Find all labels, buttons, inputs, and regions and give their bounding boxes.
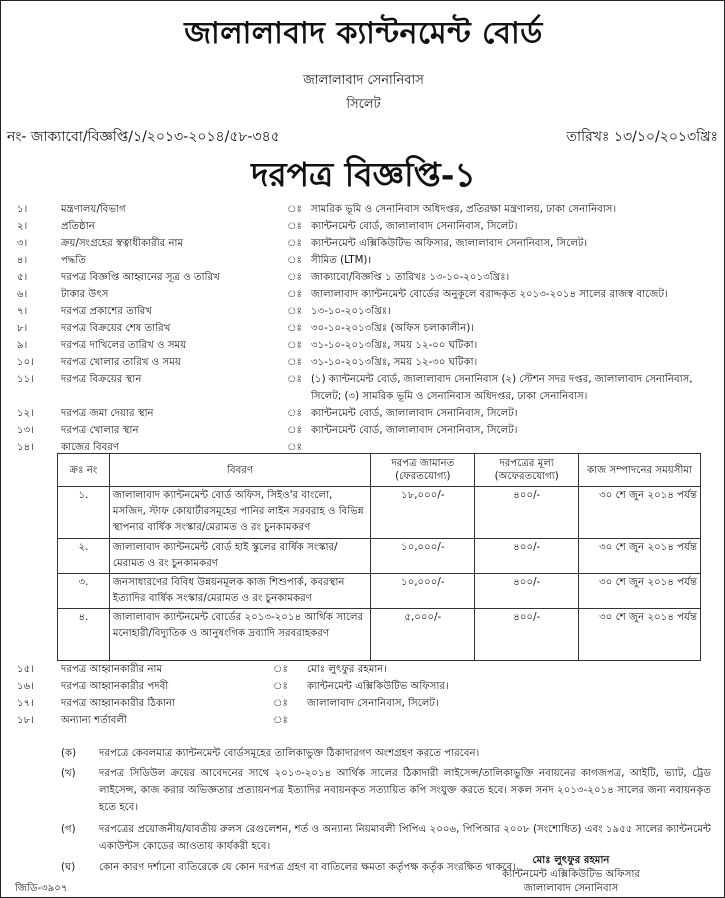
- row-number: ৪.: [58, 609, 110, 661]
- row-description: জালালাবাদ ক্যান্টনমেন্ট বোর্ড অফিস, সিইও'র বাংলো, মসজিদ, স্টাফ কোয়ার্টারসমূহের পানির লাইন সরবরাহ ও বিভিন্ন স্থাপনার বার্ষিক সংস্কার/মেরামত ও রং চুনকামকরণ: [109, 487, 370, 539]
- table-row: [58, 609, 701, 661]
- detail-row: ১৩। দরপত্র খোলার স্থান ঃ ক্যান্টনমেন্ট বোর্ড, জালালাবাদ সেনানিবাস, সিলেট।: [17, 425, 518, 436]
- table-header-cell: দরপত্রের মূল্য (অফেরতযোগ্য): [475, 454, 579, 487]
- row-deadline: ৩০ শে জুন ২০১৪ পর্যন্ত: [579, 609, 701, 661]
- table-header-cell: ক্রঃ নং: [58, 454, 110, 487]
- detail-row: ১৮। অন্যান্য শর্তাবলী ঃ: [17, 715, 288, 726]
- detail-row: ১৭। দরপত্র আহ্বানকারীর ঠিকানা ঃ জালালাবাদ সেনানিবাস, সিলেট।: [17, 698, 439, 709]
- row-description: জনসাধারণের বিবিধ উন্নয়নমূলক কাজ শিশুপার্ক, কবরস্থান ইত্যাদির বার্ষিক সংস্কার/মেরামত ও রং চুনকামকরণ: [109, 574, 370, 609]
- table-row: [58, 487, 701, 539]
- table-header-cell: বিবরণ: [109, 454, 370, 487]
- table-header-cell: দরপত্র জামানত (ফেরতযোগ্য): [371, 454, 475, 487]
- detail-row: ৪। পদ্ধতি ঃ সীমিত (LTM)।: [17, 255, 372, 266]
- row-number: ২.: [58, 539, 110, 574]
- signatory-designation: ক্যান্টনমেন্ট এক্সিকিউটিভ অফিসার: [501, 869, 641, 880]
- row-number: ৩.: [58, 574, 110, 609]
- row-schedule-price: ৪০০/-: [475, 539, 579, 574]
- row-description: জালালাবাদ ক্যান্টনমেন্ট বোর্ড হাই স্কুলের বার্ষিক সংস্কার/মেরামত ও রং চুনকামকরণ: [109, 539, 370, 574]
- row-security-deposit: ৫,০০০/-: [371, 609, 475, 661]
- work-description-table: [57, 453, 701, 661]
- detail-row: ১৫। দরপত্র আহ্বানকারীর নাম ঃ মোঃ লুৎফুর রহমান।: [17, 664, 388, 675]
- row-schedule-price: ৪০০/-: [475, 609, 579, 661]
- row-security-deposit: ১৮,০০০/-: [371, 487, 475, 539]
- row-number: ১.: [58, 487, 110, 539]
- detail-row: ১০। দরপত্র খোলার তারিখ ও সময় ঃ ৩১-১০-২০১৩খ্রিঃ, সময় ১২-৩০ ঘটিকা।: [17, 357, 478, 368]
- row-schedule-price: ৪০০/-: [475, 487, 579, 539]
- detail-row: ৫। দরপত্র বিজ্ঞপ্তি আহ্বানের সূত্র ও তারিখ ঃ জাক্যাবো/বিজ্ঞপ্তি ১ তারিখঃ ১৩-১০-২০১৩খ্রিঃ।: [17, 272, 510, 283]
- tender-title: দরপত্র বিজ্ঞপ্তি-১: [251, 155, 476, 194]
- row-deadline: ৩০ শে জুন ২০১৪ পর্যন্ত: [579, 539, 701, 574]
- detail-row: ১২। দরপত্র জমা দেয়ার স্থান ঃ ক্যান্টনমেন্ট বোর্ড, জালালাবাদ সেনানিবাস, সিলেট।: [17, 408, 518, 419]
- detail-row: ৩। ক্রয়/সংগ্রহের স্বত্বাধীকারীর নাম ঃ ক্যান্টনমেন্ট এক্সিকিউটিভ অফিসার, জালালাবাদ সেনানিবাস, সিলেট।: [17, 238, 588, 249]
- detail-row: ৮। দরপত্র বিক্রয়ের শেষ তারিখ ঃ ৩০-১০-২০১৩খ্রিঃ (অফিস চলাকালীন)।: [17, 323, 474, 334]
- row-security-deposit: ১০,০০০/-: [371, 574, 475, 609]
- detail-row: ২। প্রতিষ্ঠান ঃ ক্যান্টনমেন্ট বোর্ড, জালালাবাদ সেনানিবাস, সিলেট।: [17, 221, 518, 232]
- detail-row: ৬। টাকার উৎস ঃ জালালাবাদ ক্যান্টনমেন্ট বোর্ডের অনুকূলে বরাদ্দকৃত ২০১৩-২০১৪ সালের রাজস্ব বাজেট।: [17, 289, 668, 300]
- board-subtitle-cantonment: জালালাবাদ সেনানিবাস: [303, 73, 424, 88]
- reference-number: নং- জাক্যাবো/বিজ্ঞপ্তি/১/২০১৩-২০১৪/৫৮-৩৪৫: [7, 129, 280, 145]
- detail-row: ১১। দরপত্র বিক্রয়ের স্থান ঃ (১) ক্যান্টনমেন্ট বোর্ড, জালালাবাদ সেনানিবাস (২) স্টেশন সদর দপ্তর, জালালাবাদ সেনানিবাস, সিলেট; (৩) সামরিক ভূমি ও সেনানিবাস অধিদপ্তর, ঢাকা সেনানিবাস।: [17, 374, 693, 402]
- tender-notice-page: জালালাবাদ ক্যান্টনমেন্ট বোর্ড জালালাবাদ সেনানিবাস সিলেট নং- জাক্যাবো/বিজ্ঞপ্তি/১/২০১৩-২০১৪/৫৮-৩৪৫ তারিখঃ ১৩/১০/২০১৩খ্রিঃ দরপত্র বিজ্ঞপ্তি-১ ১। মন্ত্রণালয়/বিভাগ ঃ সামরিক ভূমি ও সেনানিবাস অধিদপ্তর, প্রতিরক্ষা মন্ত্রণালয়, ঢাকা সেনানিবাস। ২। প্রতিষ্ঠান ঃ ক্যান্টনমেন্ট বোর্ড, জালালাবাদ সেনানিবাস, সিলেট। ৩। ক্রয়/সংগ্রহের স্বত্বাধীকারীর নাম ঃ ক্যান্টনমেন্ট এক্সিকিউটিভ অফিসার, জালালাবাদ সেনানিবাস, সিলেট। ৪। পদ্ধতি ঃ সীমিত (LTM)। ৫। দরপত্র বিজ্ঞপ্তি আহ্বানের সূত্র ও তারিখ ঃ জাক্যাবো/বিজ্ঞপ্তি ১ তারিখঃ ১৩-১০-২০১৩খ্রিঃ। ৬। টাকার উৎস ঃ জালালাবাদ ক্যান্টনমেন্ট বোর্ডের অনুকূলে বরাদ্দকৃত ২০১৩-২০১৪ সালের রাজস্ব বাজেট। ৭। দরপত্র প্রকাশের তারিখ ঃ ১৩-১০-২০১৩খ্রিঃ। ৮। দরপত্র বিক্রয়ের শেষ তারিখ ঃ ৩০-১০-২০১৩খ্রিঃ (অফিস চলাকালীন)। ৯। দরপত্র দাখিলের তারিখ ও সময় ঃ ৩১-১০-২০১৩খ্রিঃ, সময় ১২-০০ ঘটিকা। ১০। দরপত্র খোলার তারিখ ও সময় ঃ ৩১-১০-২০১৩খ্রিঃ, সময় ১২-৩০ ঘটিকা। ১১। দরপত্র বিক্রয়ের স্থান ঃ (১) ক্যান্টনমেন্ট বোর্ড, জালালাবাদ সেনানিবাস (২) স্টেশন সদর দপ্তর, জালালাবাদ সেনানিবাস, সিলেট; (৩) সামরিক ভূমি ও সেনানিবাস অধিদপ্তর, ঢাকা সেনানিবাস। ১২। দরপত্র জমা দেয়ার স্থান ঃ ক্যান্টনমেন্ট বোর্ড, জালালাবাদ সেনানিবাস, সিলেট। ১৩। দরপত্র খোলার স্থান ঃ ক্যান্টনমেন্ট বোর্ড, জালালাবাদ সেনানিবাস, সিলেট। ১৪। কাজের বিবরণ ঃ ক্রঃ নং বিবরণ দরপত্র জামানত (ফেরতযোগ্য) দরপত্রের মূল্য (অফেরতযোগ্য) কাজ সম্পাদনের সময়সীমা ১. জালালাবাদ ক্যান্টনমেন্ট বোর্ড অফিস, সিইও'র বাংলো, মসজিদ, স্টাফ কোয়ার্টারসমূহের পানির লাইন সরবরাহ ও বিভিন্ন স্থাপনার বার্ষিক সংস্কার/মেরামত ও রং চুনকামকরণ ১৮,০০০/- ৪০০/- ৩০ শে জুন ২০১৪ পর্যন্ত ২. জালালাবাদ ক্যান্টনমেন্ট বোর্ড হাই স্কুলের বার্ষিক সংস্কার/মেরামত ও রং চুনকামকরণ ১০,০০০/- ৪০০/- ৩০ শে জুন ২০১৪ পর্যন্ত ৩. জনসাধারণের বিবিধ উন্নয়নমূলক কাজ শিশুপার্ক, কবরস্থান ইত্যাদির বার্ষিক সংস্কার/মেরামত ও রং চুনকামকরণ ১০,০০০/- ৪০০/- ৩০ শে জুন ২০১৪ পর্যন্ত ৪. জালালাবাদ ক্যান্টনমেন্ট বোর্ডের ২০১৩-২০১৪ আর্থিক সালের মনোহারী/বিদ্যুতিক ও আনুষংগিক দ্রব্যাদি সরবরাহকরণ ৫,০০০/- ৪০০/- ৩০ শে জুন ২০১৪ পর্যন্ত ১৫। দরপত্র আহ্বানকারীর নাম ঃ মোঃ লুৎফুর রহমান। ১৬। দরপত্র আহ্বানকারীর পদবী ঃ ক্যান্টনমেন্ট এক্সিকিউটিভ অফিসার। ১৭। দরপত্র আহ্বানকারীর ঠিকানা ঃ জালালাবাদ সেনানিবাস, সিলেট। ১৮। অন্যান্য শর্তাবলী ঃ (ক) দরপত্রে কেবলমাত্র ক্যান্টনমেন্ট বোর্ডসমূহের তালিকাভুক্ত ঠিকাদারগণ অংশগ্রহণ করতে পারবেন। (খ) দরপত্র সিডিউল ক্রয়ের আবেদনের সাথে ২০১৩-২০১৪ আর্থিক সালের ঠিকাদারী লাইসেন্স/তালিকাভুক্তি নবায়নের কাগজপত্র, আইটি, ভ্যাট, ট্রেড লাইসেন্স, কাজ করার অভিজ্ঞতার প্রত্যায়নপত্র ইত্যাদির নবায়নকৃত সত্যায়িত কপি সংযুক্ত করতে হবে। সকল সনদ ২০১৩-২০১৪ সালের জন্য নবায়নকৃত হতে হবে। (গ) দরপত্রের প্রয়োজনীয়/যাবতীয় রুলস রেগুলেশন, শর্ত ও অন্যান্য নিয়মাবলী পিপিএ ২০০৬, পিপিআর ২০০৮ (সংশোধিত) এবং ১৯৫৫ সালের ক্যান্টনমেন্ট একাউন্টস কোডের আওতায় কার্যকরী হবে। (ঘ) কোন কারণ দর্শানো ব্যতিরেকে যে কোন দরপত্র গ্রহণ বা বাতিলের ক্ষমতা কর্তৃপক্ষ কর্তৃক সংরক্ষিত থাকবে। মোঃ লুৎফুর রহমান ক্যান্টনমেন্ট এক্সিকিউটিভ অফিসার জালালাবাদ সেনানিবাস জিডি-৩৯০৭: [0, 0, 725, 898]
- row-schedule-price: ৪০০/-: [475, 574, 579, 609]
- detail-row: ৯। দরপত্র দাখিলের তারিখ ও সময় ঃ ৩১-১০-২০১৩খ্রিঃ, সময় ১২-০০ ঘটিকা।: [17, 340, 478, 351]
- table-row: [58, 539, 701, 574]
- row-description: জালালাবাদ ক্যান্টনমেন্ট বোর্ডের ২০১৩-২০১৪ আর্থিক সালের মনোহারী/বিদ্যুতিক ও আনুষংগিক দ্রব্যাদি সরবরাহকরণ: [109, 609, 370, 661]
- detail-row: ১৪। কাজের বিবরণ ঃ: [17, 442, 302, 453]
- signatory-place: জালালাবাদ সেনানিবাস: [523, 883, 619, 894]
- board-subtitle-city: সিলেট: [346, 97, 381, 112]
- row-deadline: ৩০ শে জুন ২০১৪ পর্যন্ত: [579, 574, 701, 609]
- board-title: জালালাবাদ ক্যান্টনমেন্ট বোর্ড: [184, 16, 543, 51]
- row-deadline: ৩০ শে জুন ২০১৪ পর্যন্ত: [579, 487, 701, 539]
- signatory-name: মোঃ লুৎফুর রহমান: [532, 855, 610, 866]
- detail-row: ১৬। দরপত্র আহ্বানকারীর পদবী ঃ ক্যান্টনমেন্ট এক্সিকিউটিভ অফিসার।: [17, 681, 449, 692]
- table-header-row: [58, 454, 701, 487]
- table-header-cell: কাজ সম্পাদনের সময়সীমা: [579, 454, 701, 487]
- row-security-deposit: ১০,০০০/-: [371, 539, 475, 574]
- table-row: [58, 574, 701, 609]
- detail-row: ৭। দরপত্র প্রকাশের তারিখ ঃ ১৩-১০-২০১৩খ্রিঃ।: [17, 306, 391, 317]
- notice-date: তারিখঃ ১৩/১০/২০১৩খ্রিঃ: [566, 129, 718, 145]
- detail-row: ১। মন্ত্রণালয়/বিভাগ ঃ সামরিক ভূমি ও সেনানিবাস অধিদপ্তর, প্রতিরক্ষা মন্ত্রণালয়, ঢাকা সেনানিবাস।: [17, 204, 617, 215]
- gd-code: জিডি-৩৯০৭: [15, 883, 68, 894]
